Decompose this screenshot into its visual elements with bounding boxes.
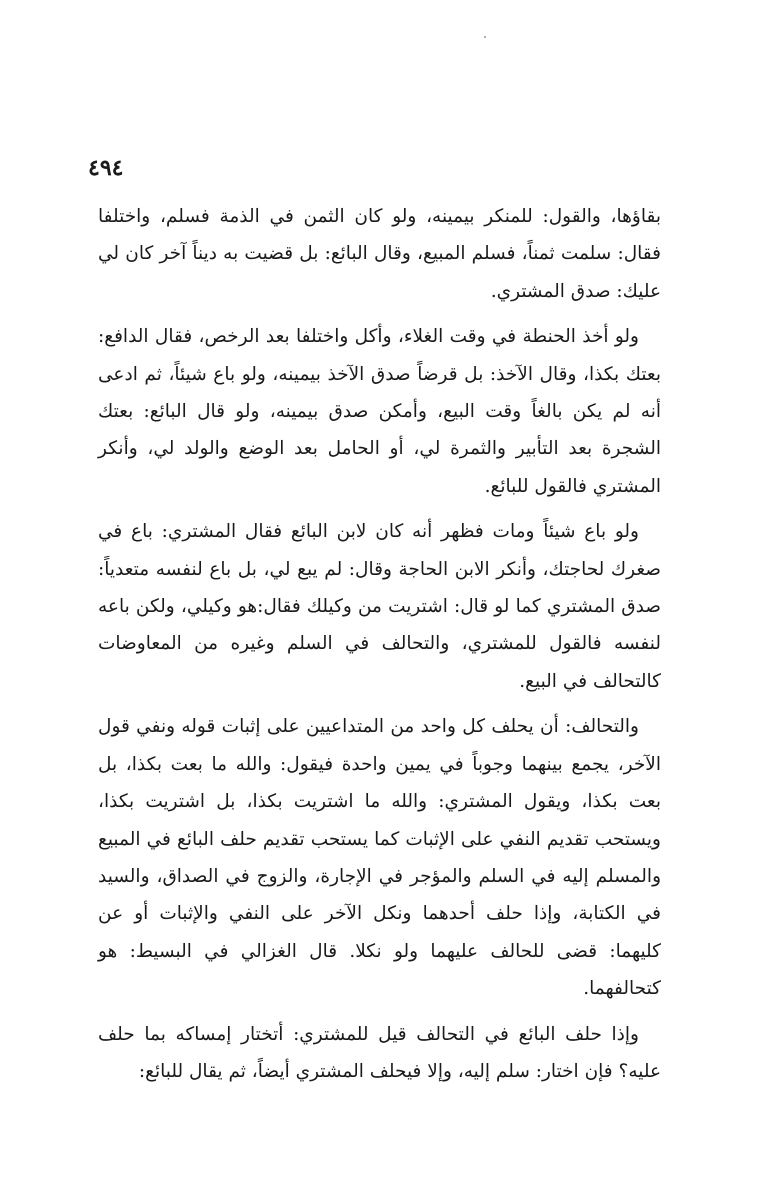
paragraph-3: ولو باع شيئاً ومات فظهر أنه كان لابن البائع فقال المشتري: باع في صغرك لحاجتك، وأنكر الابن الحاجة وقال: لم يبع لي، بل باع لنفسه متعدياً: صدق المشتري كما لو قال: اشتريت من وكيلك فقال:هو وكيلي، ولكن باعه لنفسه فالقول للمشتري، والتحالف في السلم وغيره من المعاوضات كالتحالف في البيع. xyxy=(98,521,661,692)
paragraph-5: وإذا حلف البائع في التحالف قيل للمشتري: أتختار إمساكه بما حلف عليه؟ فإن اختار: سلم إليه، وإلا فيحلف المشتري أيضاً، ثم يقال للبائع: xyxy=(98,1023,661,1082)
document-body xyxy=(98,198,661,1098)
scan-speck xyxy=(484,36,486,38)
paragraph-1: بقاؤها، والقول: للمنكر بيمينه، ولو كان الثمن في الذمة فسلم، واختلفا فقال: سلمت ثمناً، فسلم المبيع، وقال البائع: بل قضيت به ديناً آخر كان لي عليك: صدق المشتري. xyxy=(98,206,661,302)
paragraph-4: والتحالف: أن يحلف كل واحد من المتداعيين على إثبات قوله ونفي قول الآخر، يجمع بينهما وجوباً في يمين واحدة فيقول: والله ما بعت بكذا، بل بعت بكذا، ويقول المشتري: والله ما اشتريت بكذا، بل اشتريت بكذا، ويستحب تقديم النفي على الإثبات كما يستحب تقديم حلف البائع في المبيع والمسلم إليه في السلم والمؤجر في الإجارة، والزوج في الصداق، والسيد في الكتابة، وإذا حلف أحدهما ونكل الآخر على النفي والإثبات أو عن كليهما: قضى للحالف عليهما ولو نكلا. قال الغزالي في البسيط: هو كتحالفهما. xyxy=(98,716,661,1000)
paragraph-2: ولو أخذ الحنطة في وقت الغلاء، وأكل واختلفا بعد الرخص، فقال الدافع: بعتك بكذا، وقال الآخذ: بل قرضاً صدق الآخذ بيمينه، ولو باع شيئاً، ثم ادعى أنه لم يكن بالغاً وقت البيع، وأمكن صدق بيمينه، ولو قال البائع: بعتك الشجرة بعد التأبير والثمرة لي، أو الحامل بعد الوضع والولد لي، وأنكر المشتري فالقول للبائع. xyxy=(98,326,661,497)
page-number: ٤٩٤ xyxy=(88,155,124,181)
